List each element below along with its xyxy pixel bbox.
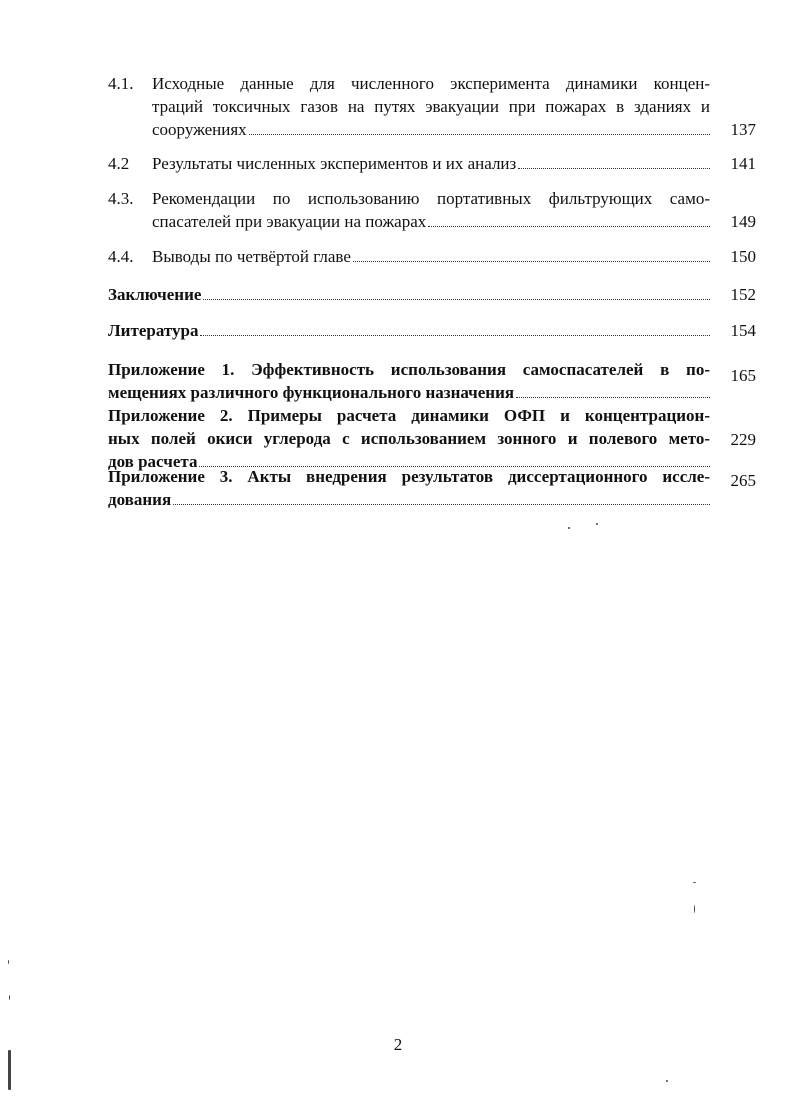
title-line: Приложение 3. Акты внедрения результатов диссертационного иссле-: [108, 467, 710, 486]
title-line-with-leader: [152, 152, 710, 175]
title-line-with-leader: [108, 283, 710, 306]
title-line: Исходные данные для численного эксперимента динамики концен-: [152, 74, 710, 93]
title-line-with-leader: [152, 210, 710, 233]
section-title: [152, 72, 710, 141]
page-number: 229: [730, 430, 756, 449]
dot-leader: [516, 384, 710, 398]
scan-speck: [8, 960, 9, 964]
title-line: траций токсичных газов на путях эвакуации при пожарах в зданиях и: [152, 97, 710, 116]
scan-edge-mark: [8, 1050, 11, 1090]
scan-speck: [694, 905, 695, 913]
title-line-with-leader: [152, 245, 710, 268]
title-line: спасателей при эвакуации на пожарах: [152, 212, 427, 231]
title-line-with-leader: [108, 488, 710, 511]
section-title: [152, 187, 710, 233]
section-title: [108, 319, 710, 342]
title-line: мещениях различного функционального назначения: [108, 383, 515, 402]
dot-leader: [203, 286, 710, 300]
section-number: 4.2: [108, 154, 130, 173]
title-line: Литература: [108, 321, 199, 340]
page-number: 141: [730, 154, 756, 173]
title-line-with-leader: [108, 319, 710, 342]
dot-leader: [200, 322, 710, 336]
section-title: [108, 465, 710, 511]
title-line-with-leader: [152, 118, 710, 141]
title-line: Результаты численных экспериментов и их анализ: [152, 154, 517, 173]
page-number: 154: [730, 321, 756, 340]
page-number: 149: [730, 212, 756, 231]
dot-leader: [249, 121, 710, 135]
section-number: 4.1.: [108, 74, 134, 93]
page-number: 137: [730, 120, 756, 139]
page-number: 265: [730, 471, 756, 490]
title-line: Рекомендации по использованию портативных фильтрующих само-: [152, 189, 710, 208]
section-title: [108, 358, 710, 404]
title-line: Приложение 1. Эффективность использования самоспасателей в по-: [108, 360, 710, 379]
scan-speck: [596, 523, 598, 525]
section-number: 4.3.: [108, 189, 134, 208]
section-title: [108, 404, 710, 473]
title-line: дования: [108, 490, 172, 509]
title-line: сооружениях: [152, 120, 247, 139]
dot-leader: [173, 491, 710, 505]
section-number: 4.4.: [108, 247, 134, 266]
page-number: 165: [730, 366, 756, 385]
page-footer-number: 2: [393, 1035, 403, 1054]
title-line-with-leader: [108, 381, 710, 404]
section-title: [152, 152, 710, 175]
page-number: 152: [730, 285, 756, 304]
title-line: Приложение 2. Примеры расчета динамики ОФП и концентрацион-: [108, 406, 710, 425]
title-line: ных полей окиси углерода с использованием зонного и полевого мето-: [108, 429, 710, 448]
section-title: [108, 283, 710, 306]
dot-leader: [428, 213, 710, 227]
dot-leader: [518, 155, 710, 169]
page-number: 150: [730, 247, 756, 266]
section-title: [152, 245, 710, 268]
scan-speck: [9, 995, 10, 1000]
dot-leader: [353, 248, 710, 262]
title-line: дов расчета: [108, 452, 198, 471]
scan-speck: [568, 527, 570, 529]
scan-speck: [666, 1080, 668, 1082]
title-line: Выводы по четвёртой главе: [152, 247, 351, 266]
title-line: Заключение: [108, 285, 202, 304]
scan-speck: [693, 882, 696, 883]
